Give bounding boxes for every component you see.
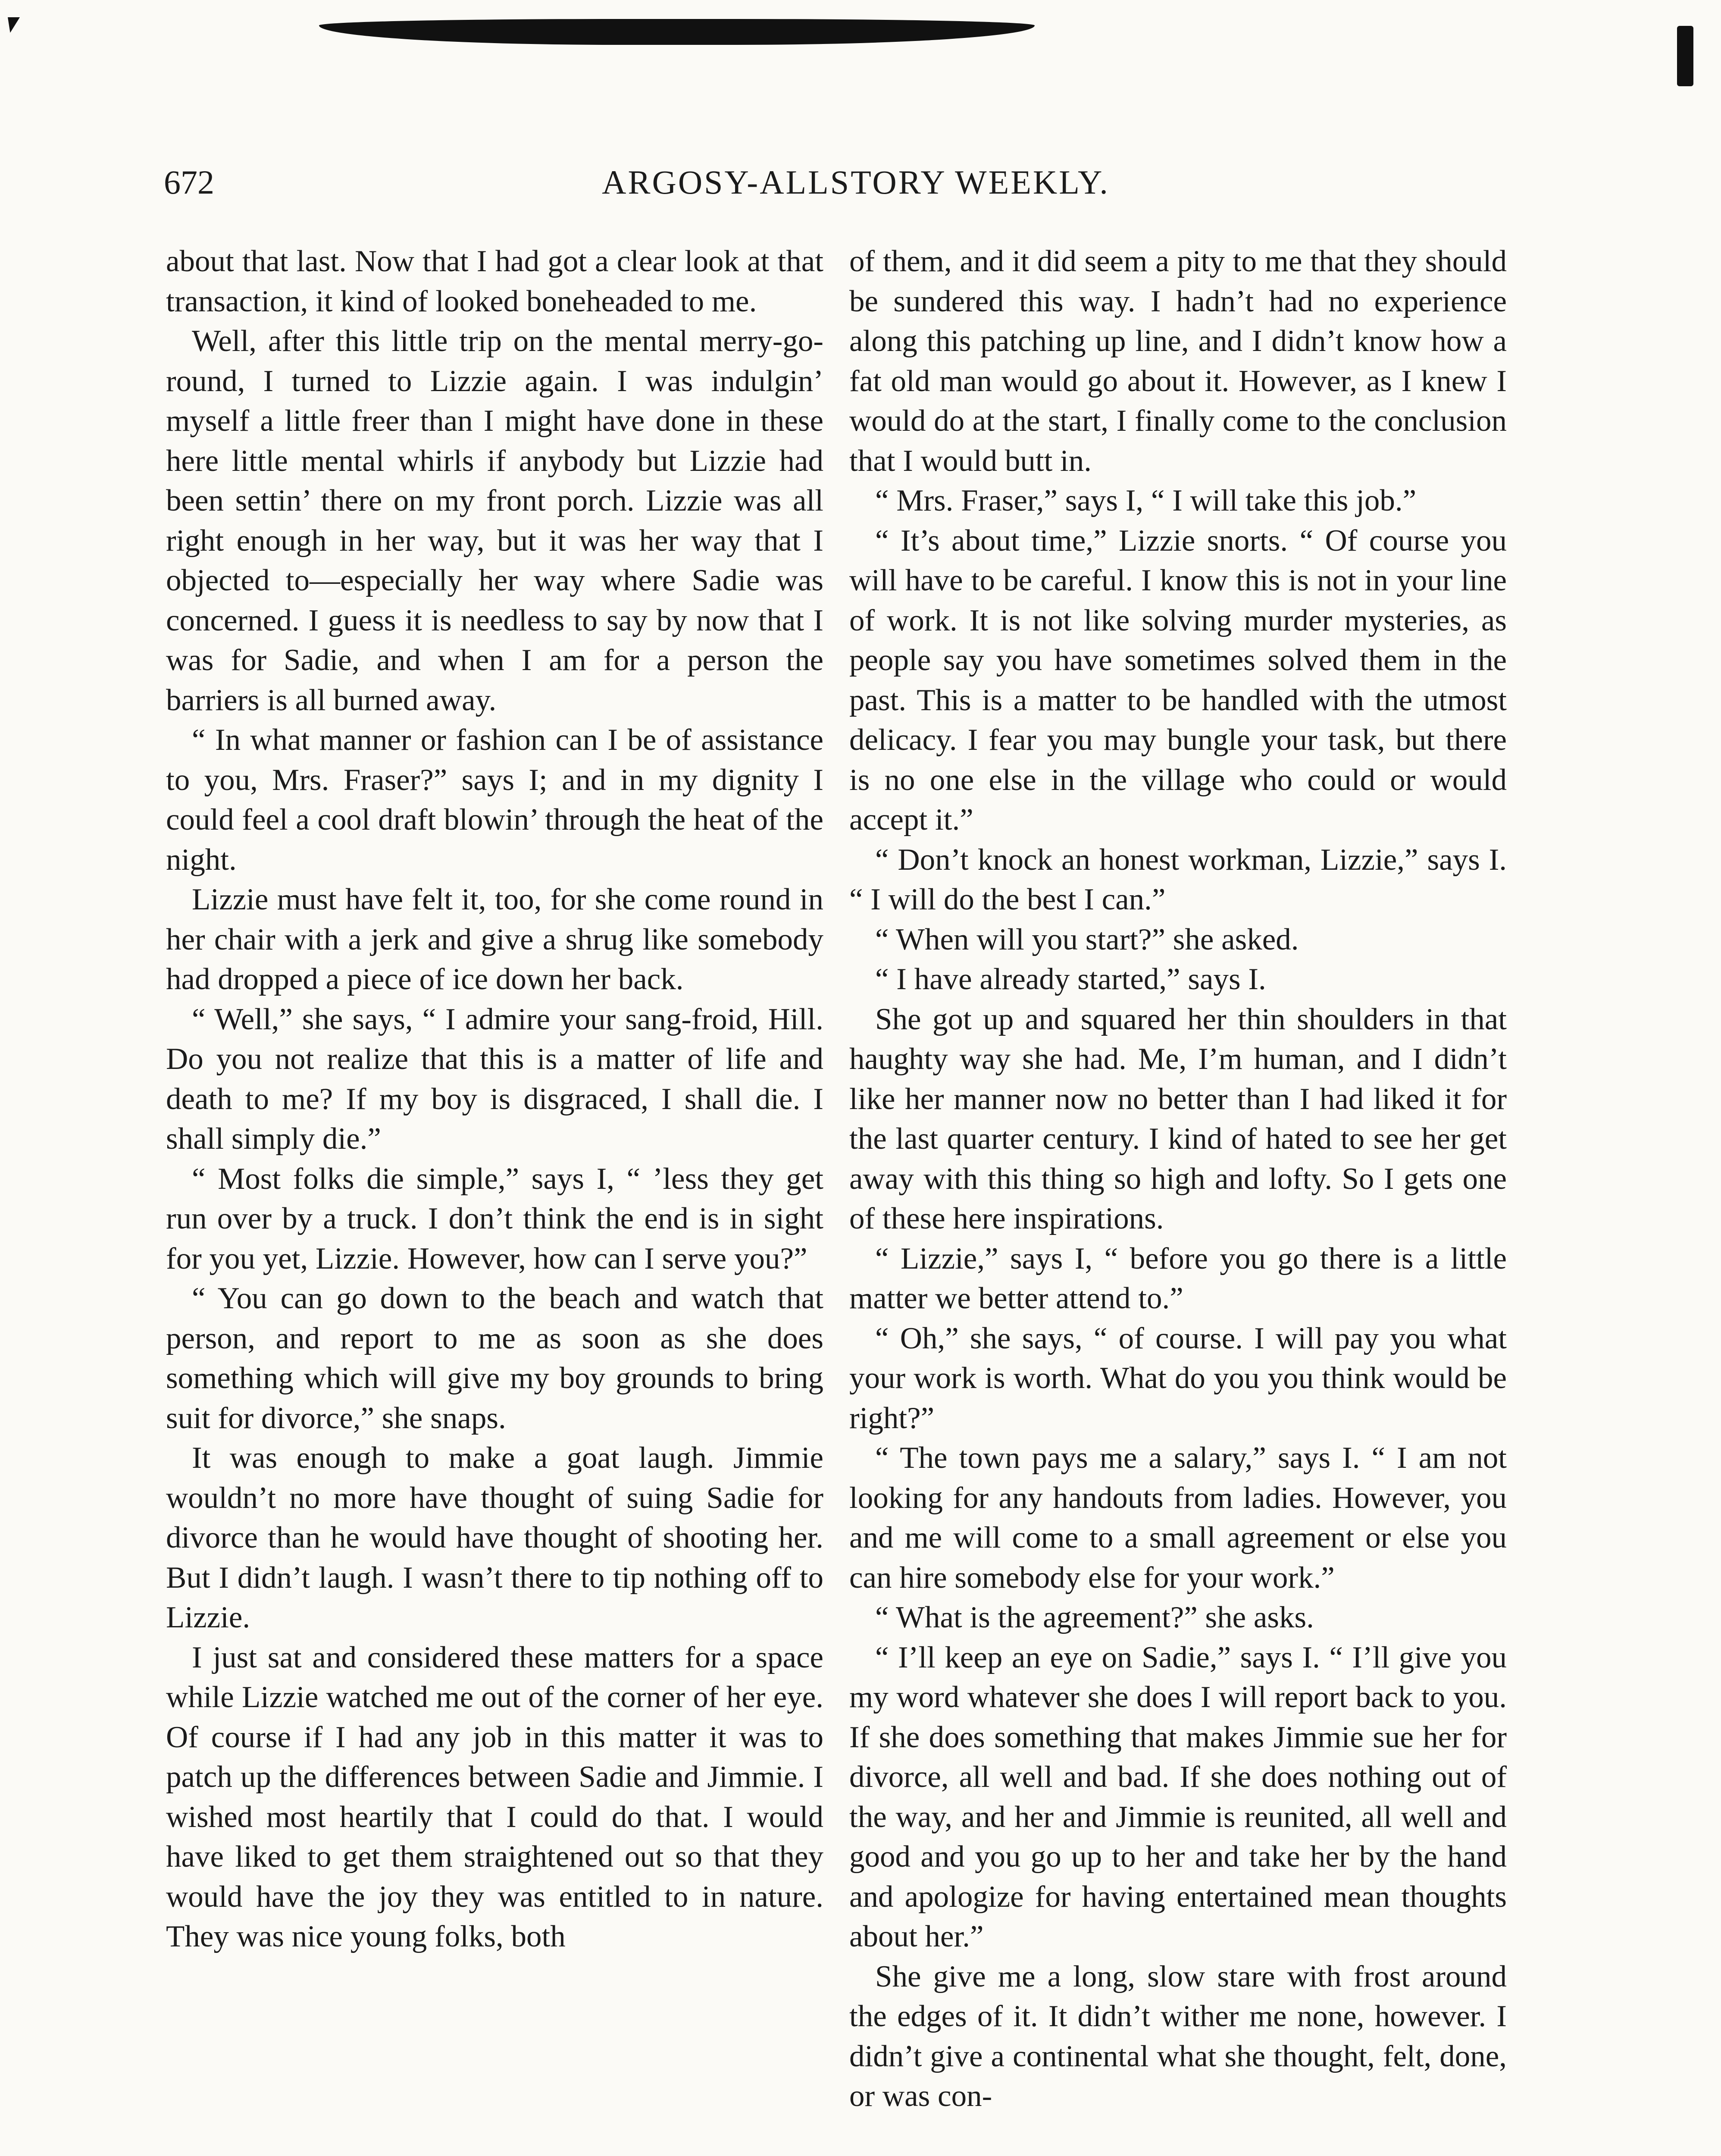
paragraph: “ Don’t knock an honest workman, Lizzie,” says I. “ I will do the best I can.” <box>849 843 1507 916</box>
paragraph: She got up and squared her thin shoulders in that haughty way she had. Me, I’m human, and I didn’t like her manner now no better than I had liked it for the last quarter century. I kind of hated to see her get away with this thing so high and lofty. So I gets one of these here inspirations. <box>849 1002 1507 1235</box>
paragraph: “ Most folks die simple,” says I, “ ’less they get run over by a truck. I don’t think the end is in sight for you yet, Lizzie. However, how can I serve you?” <box>166 1162 823 1275</box>
paragraph: about that last. Now that I had got a clear look at that transaction, it kind of looked boneheaded to me. <box>166 244 823 318</box>
paragraph: “ Mrs. Fraser,” says I, “ I will take this job.” <box>875 484 1417 517</box>
paragraph: It was enough to make a goat laugh. Jimmie wouldn’t no more have thought of suing Sadie for divorce than he would have thought of shooting her. But I didn’t laugh. I wasn’t there to tip nothing off to Lizzie. <box>166 1441 823 1634</box>
ink-mark-top-left <box>8 17 20 33</box>
paragraph: “ Well,” she says, “ I admire your sang-froid, Hill. Do you not realize that this is a matter of life and death to me? If my boy is disgraced, I shall die. I shall simply die.” <box>166 1002 823 1156</box>
paragraph: “ It’s about time,” Lizzie snorts. “ Of course you will have to be careful. I know this is not in your line of work. It is not like solving murder mysteries, as people say you have sometimes solved them in the past. This is a matter to be handled with the utmost delicacy. I fear you may bungle your task, but there is no one else in the village who could or would accept it.” <box>849 523 1507 837</box>
paragraph: of them, and it did seem a pity to me that they should be sundered this way. I hadn’t had no experience along this patching up line, and I didn’t know how a fat old man would go about it. However, as I knew I would do at the start, I finally come to the conclusion that I would butt in. <box>849 244 1507 478</box>
left-column <box>166 241 823 1957</box>
page-header <box>164 163 1548 215</box>
paragraph: “ Lizzie,” says I, “ before you go there is a little matter we better attend to.” <box>849 1241 1507 1315</box>
paragraph: Well, after this little trip on the mental merry-go-round, I turned to Lizzie again. I was indulgin’ myself a little freer than I might have done in these here little mental whirls if anybody but Lizzie had been settin’ there on my front porch. Lizzie was all right enough in her way, but it was her way that I objected to—especially her way where Sadie was concerned. I guess it is needless to say by now that I was for Sadie, and when I am for a person the barriers is all burned away. <box>166 324 823 717</box>
paragraph: “ You can go down to the beach and watch that person, and report to me as soon as she does something which will give my boy grounds to bring suit for divorce,” she snaps. <box>166 1282 823 1435</box>
paragraph: “ Oh,” she says, “ of course. I will pay you what your work is worth. What do you you think would be right?” <box>849 1321 1507 1435</box>
paragraph: She give me a long, slow stare with frost around the edges of it. It didn’t wither me none, however. I didn’t give a continental what she thought, felt, done, or was con- <box>849 1959 1507 2113</box>
page-number: 672 <box>164 163 214 201</box>
paragraph: “ What is the agreement?” she asks. <box>875 1601 1314 1634</box>
ink-smudge-top <box>319 19 1035 45</box>
paragraph: I just sat and considered these matters for a space while Lizzie watched me out of the corner of her eye. Of course if I had any job in this matter it was to patch up the differences between Sadie and Jimmie. I wished most heartily that I could do that. I would have liked to get them straightened out so that they would have the joy they was entitled to in nature. They was nice young folks, both <box>166 1640 823 1953</box>
magazine-title: ARGOSY-ALLSTORY WEEKLY. <box>602 163 1110 201</box>
paragraph: “ When will you start?” she asked. <box>875 922 1299 956</box>
paragraph: “ I’ll keep an eye on Sadie,” says I. “ I’ll give you my word whatever she does I will report back to you. If she does something that makes Jimmie sue her for divorce, all well and bad. If she does nothing out of the way, and her and Jimmie is reunited, all well and good and you go up to her and take her by the hand and apologize for having entertained mean thoughts about her.” <box>849 1640 1507 1953</box>
right-column <box>849 241 1507 2116</box>
ink-mark-top-right <box>1677 26 1693 86</box>
paragraph: “ I have already started,” says I. <box>875 962 1266 996</box>
paragraph: “ In what manner or fashion can I be of assistance to you, Mrs. Fraser?” says I; and in my dignity I could feel a cool draft blowin’ through the heat of the night. <box>166 723 823 877</box>
paragraph: “ The town pays me a salary,” says I. “ I am not looking for any handouts from ladies. However, you and me will come to a small agreement or else you can hire somebody else for your work.” <box>849 1441 1507 1595</box>
paragraph: Lizzie must have felt it, too, for she come round in her chair with a jerk and give a shrug like somebody had dropped a piece of ice down her back. <box>166 883 823 996</box>
